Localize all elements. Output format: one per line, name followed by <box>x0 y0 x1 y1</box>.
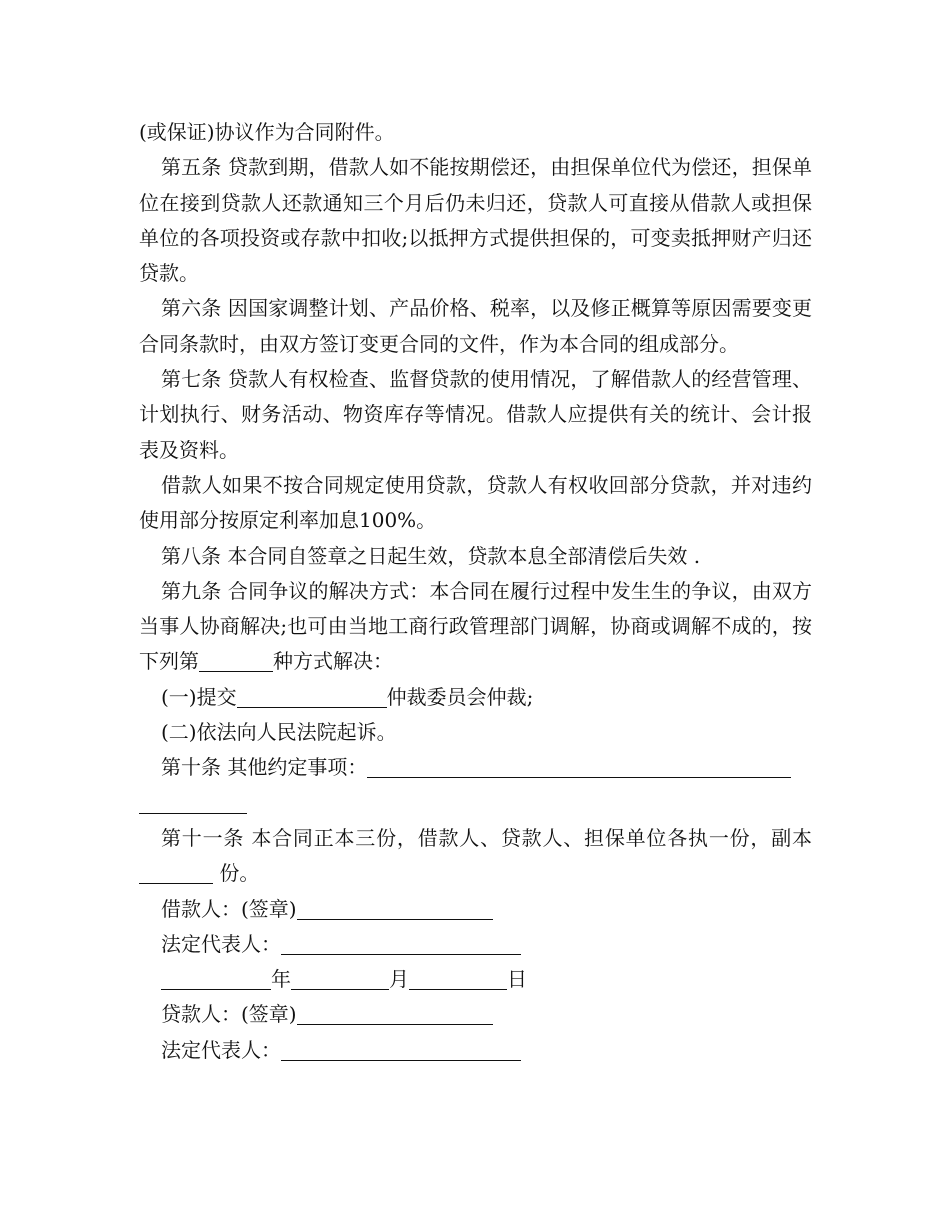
lender-label: 贷款人：(签章) <box>161 1002 297 1027</box>
clause-9-option-1 <box>139 680 812 715</box>
day-label: 日 <box>507 967 527 992</box>
clause-4-continuation: (或保证)协议作为合同附件。 <box>139 120 395 144</box>
clause-5: 第五条 贷款到期，借款人如不能按期偿还，由担保单位代为偿还，担保单位在接到贷款人还款通知三个月后仍未归还，贷款人可直接从借款人或担保单位的各项投资或存款中扣收;以抵押方式提供担保的，可变卖抵押财产归还贷款。 <box>139 155 812 286</box>
clause-6: 第六条 因国家调整计划、产品价格、税率，以及修正概算等原因需要变更合同条款时，由双方签订变更合同的文件，作为本合同的组成部分。 <box>139 296 812 356</box>
clause-11-tail: 份。 <box>219 861 260 886</box>
option-1-suffix: 仲裁委员会仲裁; <box>386 684 534 709</box>
lender-signature-row <box>139 997 812 1032</box>
borrower-rep-label: 法定代表人： <box>161 931 281 956</box>
clause-9 <box>139 574 812 680</box>
clause-10 <box>139 750 812 785</box>
clause-7: 第七条 贷款人有权检查、监督贷款的使用情况，了解借款人的经营管理、计划执行、财务活动、物资库存等情况。借款人应提供有关的统计、会计报表及资料。 <box>139 367 812 462</box>
other-matters-blank-line-2[interactable] <box>139 793 247 814</box>
borrower-rep-row <box>139 927 812 962</box>
clause-11-text: 第十一条 本合同正本三份，借款人、贷款人、担保单位各执一份，副本 <box>161 825 812 850</box>
month-label: 月 <box>389 967 409 992</box>
year-blank[interactable] <box>161 969 271 990</box>
lender-rep-label: 法定代表人： <box>161 1037 281 1062</box>
clause-10-label: 第十条 其他约定事项： <box>161 755 368 780</box>
option-1-prefix: (一)提交 <box>161 684 237 709</box>
date-row <box>139 962 812 997</box>
arbitration-committee-blank[interactable] <box>237 687 387 708</box>
clause-9-option-2: (二)依法向人民法院起诉。 <box>161 720 397 745</box>
copies-count-blank[interactable] <box>139 863 213 884</box>
borrower-label: 借款人：(签章) <box>161 896 297 921</box>
month-blank[interactable] <box>291 969 389 990</box>
lender-signature-blank[interactable] <box>297 1004 493 1025</box>
clause-8: 第八条 本合同自签章之日起生效，贷款本息全部清偿后失效 . <box>161 543 701 568</box>
lender-rep-row <box>139 1033 812 1068</box>
other-matters-blank-line-1[interactable] <box>367 757 791 778</box>
clause-7-violation: 借款人如果不按合同规定使用贷款，贷款人有权收回部分贷款，并对违约使用部分按原定利率加息100%。 <box>139 472 812 533</box>
lender-rep-blank[interactable] <box>281 1040 521 1061</box>
year-label: 年 <box>271 967 291 992</box>
borrower-rep-blank[interactable] <box>281 934 521 955</box>
clause-9-text: 第九条 合同争议的解决方式：本合同在履行过程中发生生的争议，由双方当事人协商解决;也可由当地工商行政管理部门调解，协商或调解不成的，按下列第 <box>139 578 812 674</box>
clause-11 <box>139 821 812 892</box>
dispute-method-blank[interactable] <box>199 651 273 672</box>
clause-10-line-2 <box>139 786 812 821</box>
borrower-signature-row <box>139 892 812 927</box>
clause-9-tail: 种方式解决： <box>273 649 393 674</box>
day-blank[interactable] <box>409 969 507 990</box>
borrower-signature-blank[interactable] <box>297 899 493 920</box>
